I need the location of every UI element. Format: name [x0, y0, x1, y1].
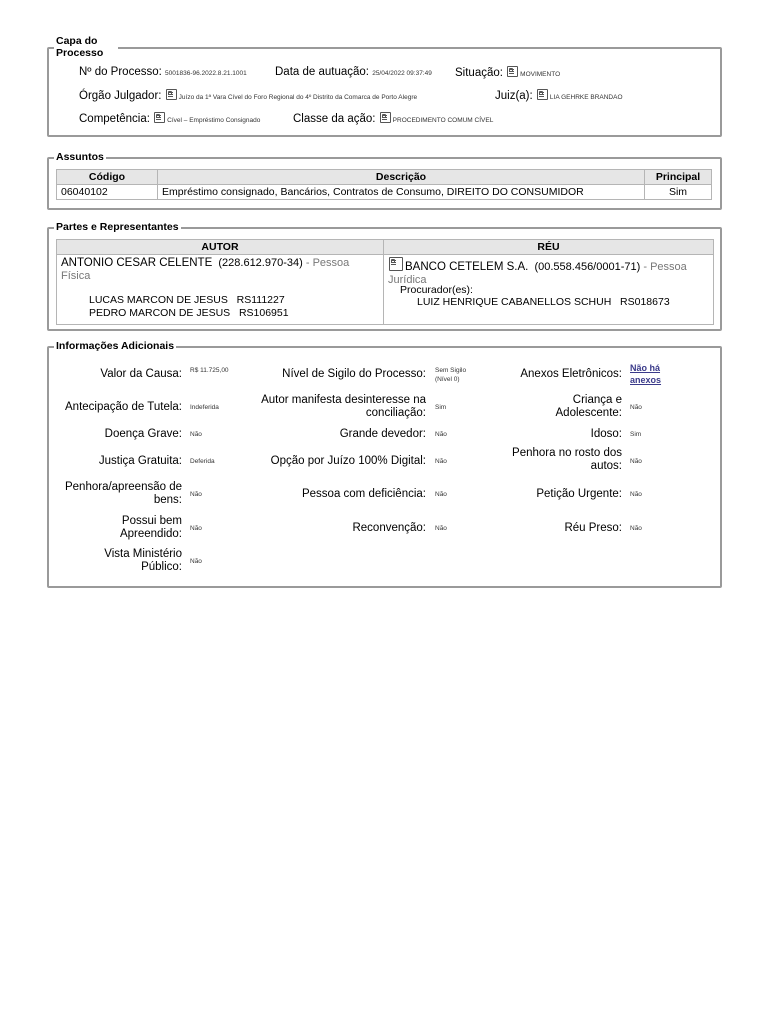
reu-name: BANCO CETELEM S.A.	[405, 261, 529, 273]
penhora-bens-value: Não	[190, 491, 202, 498]
col-divider	[383, 255, 384, 324]
data-label: Data de autuação:	[275, 66, 369, 78]
justica-value: Deferida	[190, 458, 215, 465]
nivel-sigilo-label: Nível de Sigilo do Processo:	[282, 368, 426, 380]
grande-devedor-label: Grande devedor:	[339, 428, 426, 440]
reu-preso-label: Réu Preso:	[564, 522, 622, 534]
partes-table	[56, 239, 714, 325]
data-value: 25/04/2022 09:37:49	[372, 70, 432, 77]
processo-value: 5001836-96.2022.8.21.1001	[165, 70, 247, 77]
anexos-label: Anexos Eletrônicos:	[520, 368, 622, 380]
justica-label: Justiça Gratuita:	[98, 455, 182, 467]
autor-cell	[61, 257, 377, 283]
partes-legend: Partes e Representantes	[56, 221, 179, 233]
autor-header: AUTOR	[57, 240, 384, 255]
valor-causa-label: Valor da Causa:	[100, 368, 182, 380]
reu-preso-value: Não	[630, 525, 642, 532]
reu-procurador-1: LUIZ HENRIQUE CABANELLOS SCHUH RS018673	[417, 296, 670, 308]
crianca-label: Criança e Adolescente:	[555, 394, 622, 419]
reconvencao-label: Reconvenção:	[352, 522, 426, 534]
document-icon[interactable]	[166, 89, 177, 100]
nivel-sigilo-value: Sem Sigilo (Nível 0)	[435, 367, 467, 383]
autor-desinteresse-label: Autor manifesta desinteresse na conciliação:	[261, 394, 426, 419]
autor-desinteresse-value: Sim	[435, 404, 447, 411]
table-header-row	[57, 170, 712, 185]
autor-advogado-2: PEDRO MARCON DE JESUS RS106951	[89, 307, 289, 319]
classe-value: PROCEDIMENTO COMUM CÍVEL	[392, 117, 494, 124]
competencia-row	[79, 112, 260, 125]
cell-descricao: Empréstimo consignado, Bancários, Contratos de Consumo, DIREITO DO CONSUMIDOR	[158, 185, 645, 200]
possui-bem-value: Não	[190, 525, 202, 532]
document-icon[interactable]	[389, 257, 403, 271]
valor-causa-value: R$ 11.725,00	[190, 367, 229, 374]
anexos-link[interactable]: Não há anexos	[630, 363, 662, 385]
vista-value: Não	[190, 558, 202, 565]
col-codigo-header: Código	[57, 170, 158, 185]
table-row	[57, 185, 712, 200]
reu-tipo: - Pessoa Jurídica	[388, 261, 687, 286]
capa-legend: Capa do Processo	[54, 35, 118, 59]
assuntos-legend: Assuntos	[56, 151, 104, 163]
classe-label: Classe da ação:	[293, 113, 376, 125]
reu-header: RÉU	[384, 240, 713, 255]
reconvencao-value: Não	[435, 525, 447, 532]
antecipacao-value: Indeferida	[190, 404, 219, 411]
autor-tipo: - Pessoa Física	[61, 257, 350, 282]
antecipacao-label: Antecipação de Tutela:	[65, 401, 182, 413]
penhora-rosto-label: Penhora no rosto dos autos:	[512, 447, 622, 472]
document-icon[interactable]	[507, 66, 518, 77]
vista-label: Vista Ministério Público:	[104, 548, 182, 573]
autor-doc: (228.612.970-34)	[218, 257, 303, 269]
col-principal-header: Principal	[645, 170, 712, 185]
penhora-rosto-value: Não	[630, 458, 642, 465]
info-legend: Informações Adicionais	[56, 340, 175, 352]
deficiencia-label: Pessoa com deficiência:	[301, 488, 426, 500]
juiz-value: LIA GEHRKE BRANDAO	[549, 94, 623, 101]
orgao-value: Juízo da 1ª Vara Cível do Foro Regional do 4º Distrito da Comarca de Porto Alegre	[178, 94, 418, 101]
peticao-value: Não	[630, 491, 642, 498]
situacao-row	[455, 66, 560, 79]
reu-cell	[388, 257, 706, 287]
situacao-label: Situação:	[455, 67, 503, 79]
situacao-value: MOVIMENTO	[520, 71, 561, 78]
autor-name: ANTONIO CESAR CELENTE	[61, 257, 213, 269]
juiz-label: Juiz(a):	[495, 90, 533, 102]
grande-devedor-value: Não	[435, 431, 447, 438]
crianca-value: Não	[630, 404, 642, 411]
document-icon[interactable]	[380, 112, 391, 123]
processo-row	[79, 66, 247, 78]
deficiencia-value: Não	[435, 491, 447, 498]
peticao-label: Petição Urgente:	[536, 488, 622, 500]
opcao-value: Não	[435, 458, 447, 465]
cell-codigo: 06040102	[57, 185, 158, 200]
idoso-label: Idoso:	[590, 428, 622, 440]
idoso-value: Sim	[630, 431, 642, 438]
col-descricao-header: Descrição	[158, 170, 645, 185]
assuntos-table	[56, 169, 712, 200]
doenca-label: Doença Grave:	[104, 428, 182, 440]
autor-advogado-1: LUCAS MARCON DE JESUS RS111227	[89, 294, 285, 306]
document-icon[interactable]	[537, 89, 548, 100]
juiz-row	[495, 89, 623, 102]
reu-doc: (00.558.456/0001-71)	[534, 261, 641, 273]
orgao-label: Órgão Julgador:	[79, 90, 162, 102]
processo-label: Nº do Processo:	[79, 66, 162, 78]
possui-bem-label: Possui bem Apreendido:	[119, 515, 182, 540]
competencia-value: Cível – Empréstimo Consignado	[167, 117, 261, 124]
competencia-label: Competência:	[79, 113, 150, 125]
penhora-bens-label: Penhora/apreensão de bens:	[64, 481, 182, 506]
orgao-row	[79, 89, 417, 102]
reu-procurador-label: Procurador(es):	[400, 284, 473, 296]
document-icon[interactable]	[154, 112, 165, 123]
opcao-label: Opção por Juízo 100% Digital:	[270, 455, 426, 467]
doenca-value: Não	[190, 431, 202, 438]
data-row	[275, 66, 432, 78]
classe-row	[293, 112, 493, 125]
cell-principal: Sim	[645, 185, 712, 200]
